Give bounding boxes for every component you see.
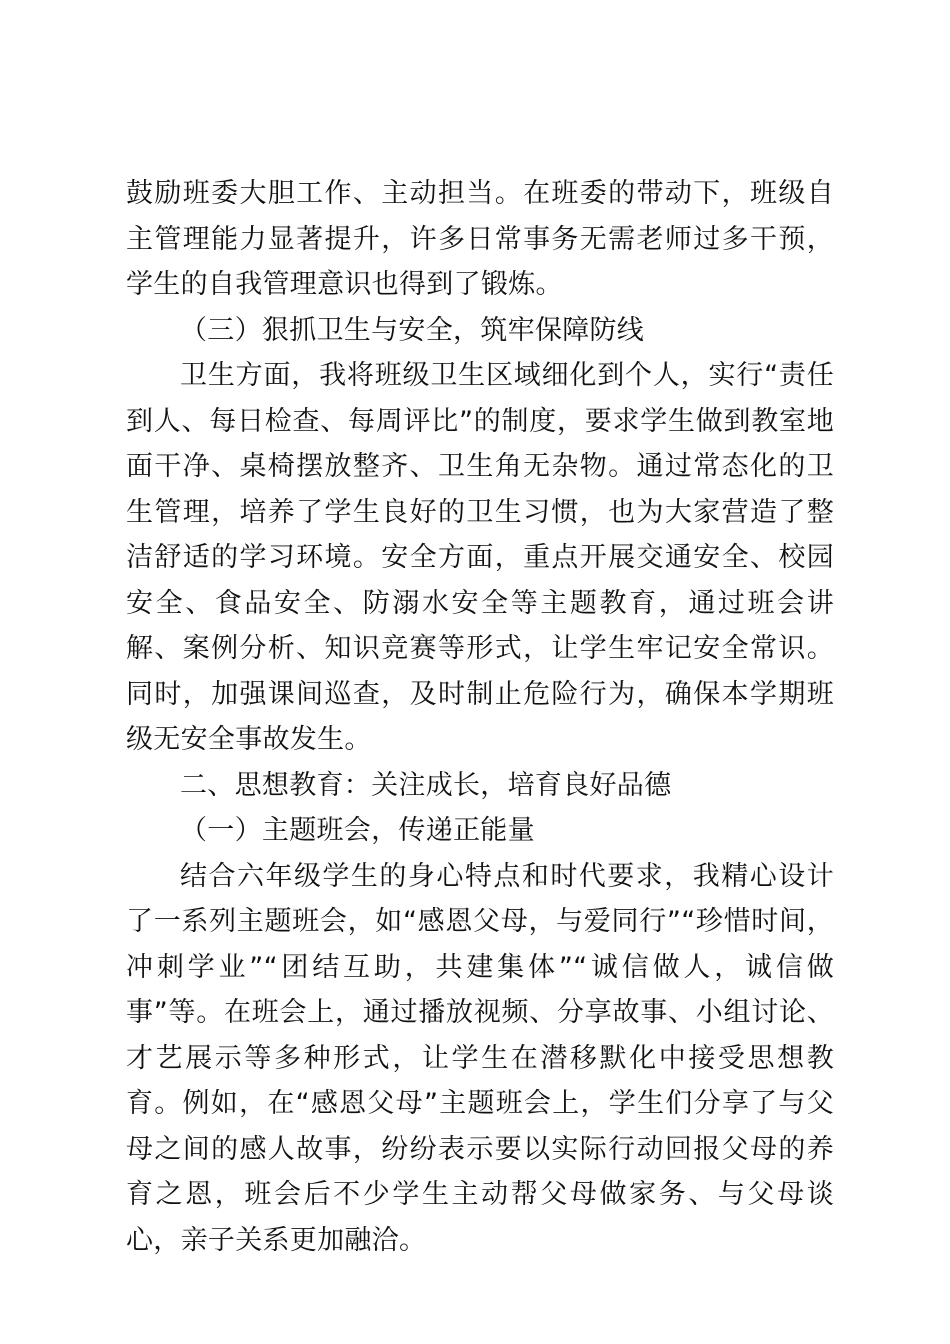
paragraph-hygiene-safety: 卫生方面，我将班级卫生区域细化到个人，实行“责任到人、每日检查、每周评比”的制度，要求学生做到教室地面干净、桌椅摆放整齐、卫生角无杂物。通过常态化的卫生管理，培养了学生良好的卫生习惯，也为大家营造了整洁舒适的学习环境。安全方面，重点开展交通安全、校园安全、食品安全、防溺水安全等主题教育，通过班会讲解、案例分析、知识竞赛等形式，让学生牢记安全常识。同时，加强课间巡查，及时制止危险行为，确保本学期班级无安全事故发生。 — [126, 360, 834, 755]
subheading-hygiene-safety: （三）狠抓卫生与安全，筑牢保障防线 — [180, 314, 645, 346]
paragraph-continued: 鼓励班委大胆工作、主动担当。在班委的带动下，班级自主管理能力显著提升，许多日常事务无需老师过多干预，学生的自我管理意识也得到了锻炼。 — [126, 178, 834, 300]
subheading-theme-class-meeting: （一）主题班会，传递正能量 — [180, 815, 535, 846]
paragraph-theme-class-meeting: 结合六年级学生的身心特点和时代要求，我精心设计了一系列主题班会，如“感恩父母，与爱同行”“珍惜时间，冲刺学业”“团结互助，共建集体”“诚信做人，诚信做事”等。在班会上，通过播放视频、分享故事、小组讨论、才艺展示等多种形式，让学生在潜移默化中接受思想教育。例如，在“感恩父母”主题班会上，学生们分享了与父母之间的感人故事，纷纷表示要以实际行动回报父母的养育之恩，班会后不少学生主动帮父母做家务、与父母谈心，亲子关系更加融洽。 — [126, 860, 834, 1256]
document-body — [126, 171, 834, 1263]
heading-ideological-education: 二、思想教育：关注成长，培育良好品德 — [180, 769, 672, 801]
